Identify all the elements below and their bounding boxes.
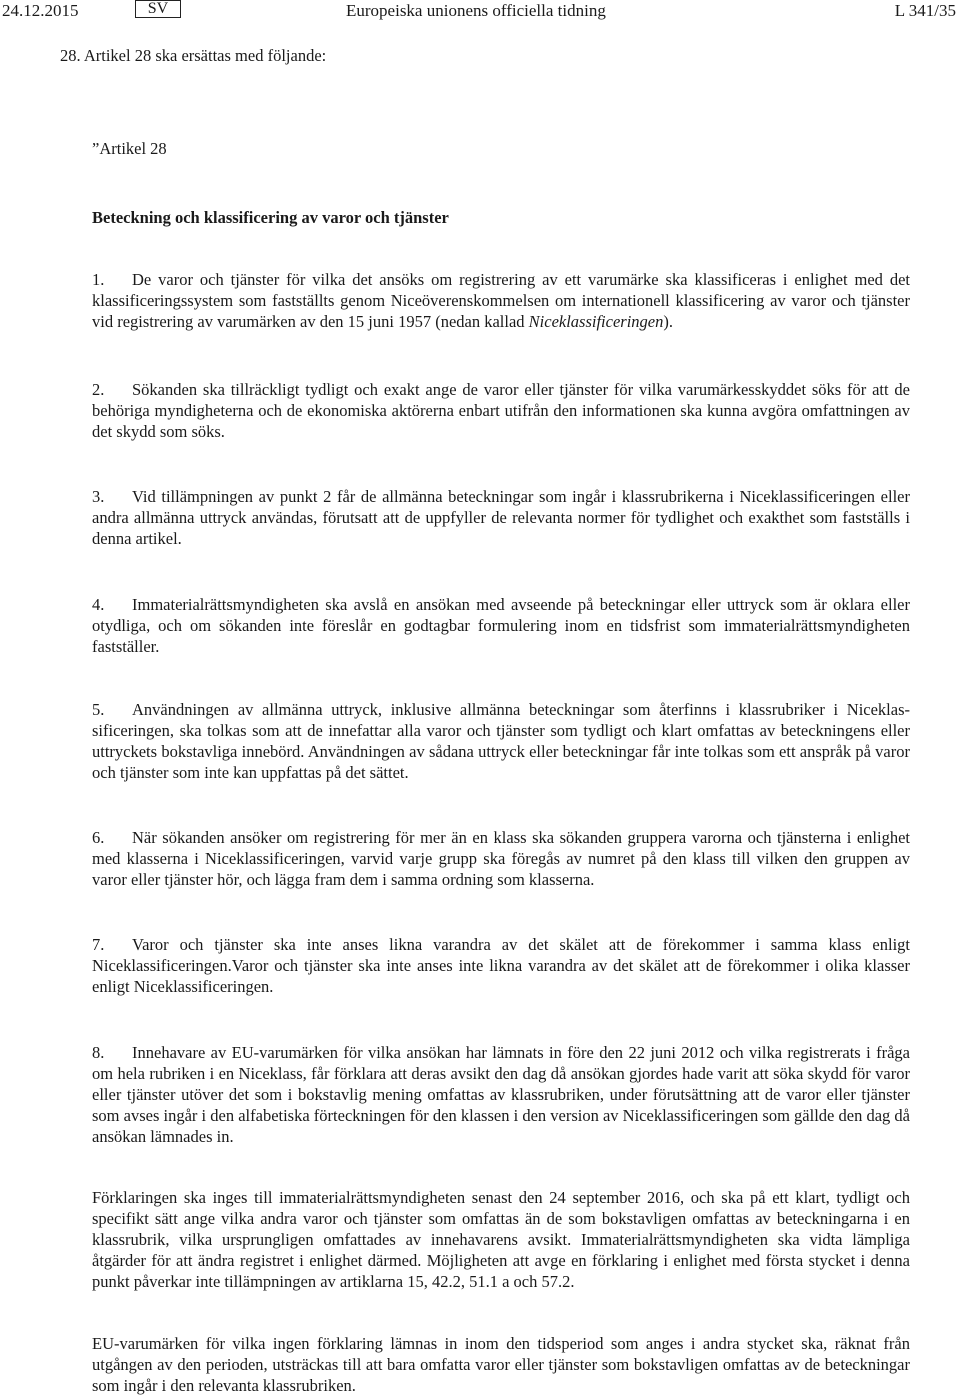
page-number: L 341/35 xyxy=(894,1,956,20)
page-header xyxy=(0,0,960,22)
article-heading: ”Artikel 28 xyxy=(92,139,167,158)
paragraph-text: Immaterialrättsmyndigheten ska avslå en ansökan med avseende på beteckningar eller uttryck som är oklara eller otydliga, och om sökanden inte föreslår en godtagbar formulering inom en tidsfrist som immaterialrättsmyndigheten fastställer. xyxy=(92,595,910,656)
paragraph-text: Innehavare av EU-varumärken för vilka ansökan har lämnats in före den 22 juni 2012 och vilka registrerats i fråga om hela rubriken i en Niceklass, får förklara att deras avsikt den dag då ansökan gjordes hade varit att söka skydd för varor eller tjänster utöver det som i bokstavlig mening omfattas av klassrubriken, under förutsättning att de varor eller tjänster som avses ingår i den alfabetiska förteckningen för den klassen i den version av Niceklassificeringen som gällde den dag då ansökan lämnades in. xyxy=(92,1043,910,1146)
paragraph-text: Användningen av allmänna uttryck, inklusive allmänna beteckningar som återfinns i klassrubriker i Niceklassificeringen, ska tolkas som att de innefattar alla varor och tjänster som tydligt och klart omfattas av beteckningens eller uttryckets bokstavliga innebörd. Användningen av sådana uttryck eller beteckningar får inte tolkas som ett anspråk på varor och tjänster som inte kan uppfattas på det sättet. xyxy=(92,700,910,782)
paragraph-7 xyxy=(92,934,910,997)
paragraph-text: De varor och tjänster för vilka det ansöks om registrering av ett varumärke ska klassificeras i enlighet med det klassificeringssystem som fastställts genom Niceöverenskommelsen om internationell klassificering av varor och tjänster vid registrering av varumärken av den 15 juni 1957 (nedan kallad xyxy=(92,270,910,331)
paragraph-8-subparagraph-2 xyxy=(92,1187,910,1292)
paragraph-number: 8. xyxy=(92,1043,105,1062)
language-badge: SV xyxy=(135,0,181,18)
article-title: Beteckning och klassificering av varor och tjänster xyxy=(92,208,449,227)
paragraph-text: Förklaringen ska inges till immaterialrättsmyndigheten senast den 24 september 2016, och ska på ett klart, tydligt och specifikt sätt ange vilka andra varor och tjänster som omfattas än de som bokstavligen omfattas av beteckningarna i en klassrubrik, vilka ursprungligen omfattades av innehavarens avsikt. Immaterialrättsmyndigheten ska vidta lämpliga åtgärder för att ändra registret i enlighet därmed. Möjligheten att avge en förklaring i enlighet med första stycket i denna punkt påverkar inte tillämpningen av artiklarna 15, 42.2, 51.1 a och 57.2. xyxy=(92,1188,910,1291)
journal-title: Europeiska unionens officiella tidning xyxy=(346,1,606,20)
paragraph-italic-term: Niceklassificeringen xyxy=(528,312,664,331)
paragraph-number: 4. xyxy=(92,595,105,614)
paragraph-text: EU-varumärken för vilka ingen förklaring lämnas in inom den tidsperiod som anges i andra stycket ska, räknat från utgången av den perioden, utsträckas till att bara omfatta varor eller tjänster som bokstavligen omfattas av de beteckningar som ingår i den relevanta klassrubriken. xyxy=(92,1334,910,1395)
paragraph-text: Varor och tjänster ska inte anses likna varandra av det skälet att de förekommer i samma klass enligt Niceklassificeringen.Varor och tjänster ska inte anses inte likna varandra av det skälet att de förekommer i olika klasser enligt Niceklassificeringen. xyxy=(92,935,910,996)
paragraph-text: Vid tillämpningen av punkt 2 får de allmänna beteckningar som ingår i klassrubrikerna i Niceklassificeringen eller andra allmänna uttryck användas, förutsatt att de uppfyller de relevanta normer för tydlighet och exakthet som fastställs i denna artikel. xyxy=(92,487,910,548)
paragraph-8-subparagraph-3 xyxy=(92,1333,910,1396)
paragraph-3 xyxy=(92,486,910,549)
paragraph-5 xyxy=(92,699,910,783)
amendment-intro: 28. Artikel 28 ska ersättas med följande: xyxy=(60,46,327,65)
paragraph-text-end: ). xyxy=(663,312,673,331)
paragraph-8 xyxy=(92,1042,910,1147)
paragraph-number: 5. xyxy=(92,700,105,719)
paragraph-1 xyxy=(92,269,910,332)
paragraph-number: 3. xyxy=(92,487,105,506)
paragraph-4 xyxy=(92,594,910,657)
paragraph-number: 2. xyxy=(92,380,105,399)
paragraph-6 xyxy=(92,827,910,890)
paragraph-number: 7. xyxy=(92,935,105,954)
paragraph-number: 6. xyxy=(92,828,105,847)
paragraph-number: 1. xyxy=(92,270,105,289)
paragraph-text: Sökanden ska tillräckligt tydligt och exakt ange de varor eller tjänster för vilka varumärkesskyddet söks för att de behöriga myndigheterna och de ekonomiska aktörerna enbart utifrån den informationen ska kunna avgöra omfattningen av det skydd som söks. xyxy=(92,380,910,441)
publication-date: 24.12.2015 xyxy=(2,1,79,20)
paragraph-2 xyxy=(92,379,910,442)
paragraph-text: När sökanden ansöker om registrering för mer än en klass ska sökanden gruppera varorna och tjänsterna i enlighet med klasserna i Niceklassificeringen, varvid varje grupp ska föregås av numret på den klass till vilken den gruppen av varor eller tjänster hör, och lägga fram dem i samma ordning som klasserna. xyxy=(92,828,910,889)
